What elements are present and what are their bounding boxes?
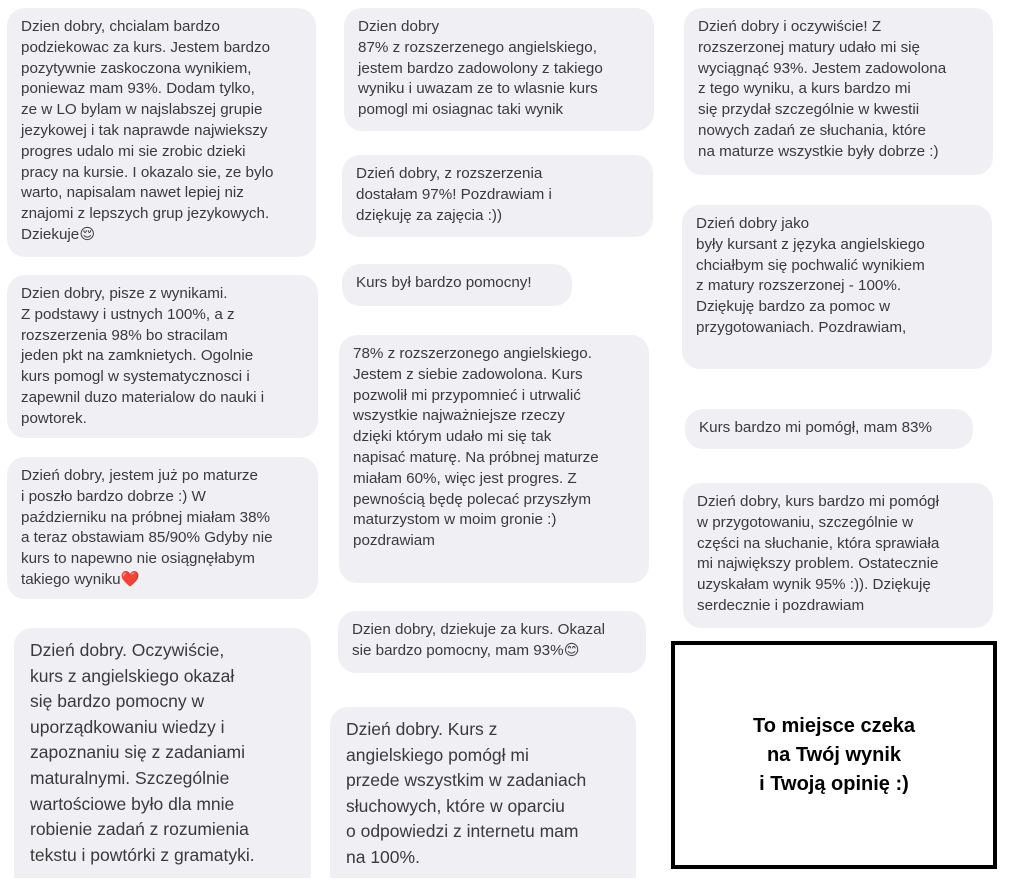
message-bubble-11: Dzień dobry i oczywiście! Z rozszerzonej matury udało mi się wyciągnąć 93%. Jestem zadowolona z tego wyniku, a kurs bardzo mi się przydał szczególnie w kwestii nowych zadań ze słuchania, które na maturze wszystkie były dobrze :) xyxy=(684,8,993,175)
message-bubble-8: 78% z rozszerzonego angielskiego. Jestem z siebie zadowolona. Kurs pozwolił mi przypomnieć i utrwalić wszystkie najważniejsze rzeczy dzięki którym udało mi się tak napisać maturę. Na próbnej maturze miałam 60%, więc jest progres. Z pewnością będę polecać przyszłym maturzystom w moim gronie :) pozdrawiam xyxy=(339,335,649,583)
message-bubble-13: Kurs bardzo mi pomógł, mam 83% xyxy=(685,409,973,449)
message-bubble-12: Dzień dobry jako były kursant z języka angielskiego chciałbym się pochwalić wynikiem z matury rozszerzonej - 100%. Dziękuję bardzo za pomoc w przygotowaniach. Pozdrawiam, xyxy=(682,205,992,369)
message-bubble-2: Dzien dobry, pisze z wynikami. Z podstawy i ustnych 100%, a z rozszerzenia 98% bo stracilam jeden pkt na zamknietych. Ogolnie kurs pomogl w systematycznosci i zapewnil duzo materialow do nauki i powtorek. xyxy=(7,275,318,438)
message-bubble-5: Dzien dobry 87% z rozszerzenego angielskiego, jestem bardzo zadowolony z takiego wyniku i uwazam ze to wlasnie kurs pomogl mi osiagnac taki wynik xyxy=(344,8,654,131)
message-bubble-4: Dzień dobry. Oczywiście, kurs z angielskiego okazał się bardzo pomocny w uporządkowaniu wiedzy i zapoznaniu się z zadaniami maturalnymi. Szczególnie wartościowe było dla mnie robienie zadań z rozumienia tekstu i powtórki z gramatyki. xyxy=(14,628,311,878)
message-bubble-14: Dzień dobry, kurs bardzo mi pomógł w przygotowaniu, szczególnie w części na słuchanie, która sprawiała mi największy problem. Ostatecznie uzyskałam wynik 95% :)). Dziękuję serdecznie i pozdrawiam xyxy=(683,483,993,628)
message-bubble-1: Dzien dobry, chcialam bardzo podziekowac za kurs. Jestem bardzo pozytywnie zaskoczona wynikiem, poniewaz mam 93%. Dodam tylko, ze w LO bylam w najslabszej grupie jezykowej i tak naprawde najwiekszy progres udalo mi sie zrobic dzieki pracy na kursie. I okazalo sie, ze bylo warto, napisalam nawet lepiej niz znajomi z lepszych grup jezykowych. Dziekuje😌 xyxy=(7,8,316,257)
opinion-placeholder-box: To miejsce czeka na Twój wynik i Twoją opinię :) xyxy=(671,641,997,869)
message-bubble-3: Dzień dobry, jestem już po maturze i poszło bardzo dobrze :) W październiku na próbnej miałam 38% a teraz obstawiam 85/90% Gdyby nie kurs to napewno nie osiągnęłabym takiego wyniku❤️ xyxy=(7,457,318,599)
message-bubble-10: Dzień dobry. Kurs z angielskiego pomógł mi przede wszystkim w zadaniach słuchowych, które w oparciu o odpowiedzi z internetu mam na 100%. xyxy=(330,707,636,878)
message-bubble-7: Kurs był bardzo pomocny! xyxy=(342,264,572,306)
message-bubble-9: Dzien dobry, dziekuje za kurs. Okazal sie bardzo pomocny, mam 93%😊 xyxy=(338,611,646,673)
message-bubble-6: Dzień dobry, z rozszerzenia dostałam 97%! Pozdrawiam i dziękuję za zajęcia :)) xyxy=(342,155,653,237)
